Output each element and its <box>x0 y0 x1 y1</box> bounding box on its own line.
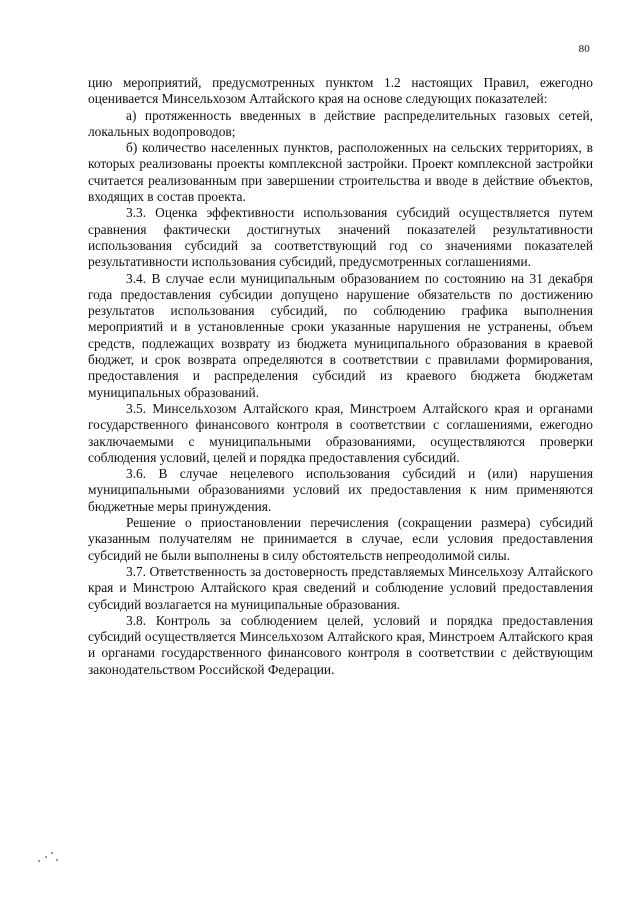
paragraph-3-4: 3.4. В случае если муниципальным образованием по состоянию на 31 декабря года предоставления субсидии допущено нарушение обязательств по достижению результатов использования субсидий, по соблюдению графика выполнения мероприятий и в установленные сроки указанные нарушения не устранены, объем средств, подлежащих возврату из бюджета муниципального образования в краевой бюджет, и срок возврата определяются в соответствии с правилами формирования, предоставления и распределения субсидий из краевого бюджета бюджетам муниципальных образований. <box>88 270 593 400</box>
page-number: 80 <box>578 43 590 55</box>
paragraph-continuation: цию мероприятий, предусмотренных пунктом 1.2 настоящих Правил, ежегодно оценивается Минсельхозом Алтайского края на основе следующих показателей: <box>88 75 593 107</box>
paragraph-item-a: а) протяженность введенных в действие распределительных газовых сетей, локальных водопроводов; <box>88 107 593 139</box>
paragraph-3-7: 3.7. Ответственность за достоверность представляемых Минсельхозу Алтайского края и Минстрою Алтайского края сведений и соблюдение условий предоставления субсидий возлагается на муниципальные образования. <box>88 563 593 612</box>
document-body <box>88 75 593 678</box>
paragraph-item-b: б) количество населенных пунктов, расположенных на сельских территориях, в которых реализованы проекты комплексной застройки. Проект комплексной застройки считается реализованным при завершении строительства и вводе в действие объектов, входящих в состав проекта. <box>88 140 593 205</box>
scan-specks <box>36 850 60 866</box>
paragraph-suspension-decision: Решение о приостановлении перечисления (сокращении размера) субсидий указанным получателям не принимается в случае, если условия предоставления субсидий не были выполнены в силу обстоятельств непреодолимой силы. <box>88 515 593 563</box>
paragraph-3-6: 3.6. В случае нецелевого использования субсидий и (или) нарушения муниципальными образованиями условий их предоставления к ним применяются бюджетные меры принуждения. <box>88 466 593 514</box>
paragraph-3-8: 3.8. Контроль за соблюдением целей, условий и порядка предоставления субсидий осуществляется Минсельхозом Алтайского края, Минстроем Алтайского края и органами государственного финансового контроля в соответствии с действующим законодательством Российской Федерации. <box>88 612 593 677</box>
paragraph-3-3: 3.3. Оценка эффективности использования субсидий осуществляется путем сравнения фактически достигнутых значений показателей результативности использования субсидий за соответствующий год со значениями показателей результативности использования субсидий, предусмотренных соглашениями. <box>88 205 593 270</box>
paragraph-3-5: 3.5. Минсельхозом Алтайского края, Минстроем Алтайского края и органами государственного финансового контроля в соответствии с соглашениями, ежегодно заключаемыми с муниципальными образованиями, осуществляются проверки соблюдения условий, целей и порядка предоставления субсидий. <box>88 400 593 465</box>
